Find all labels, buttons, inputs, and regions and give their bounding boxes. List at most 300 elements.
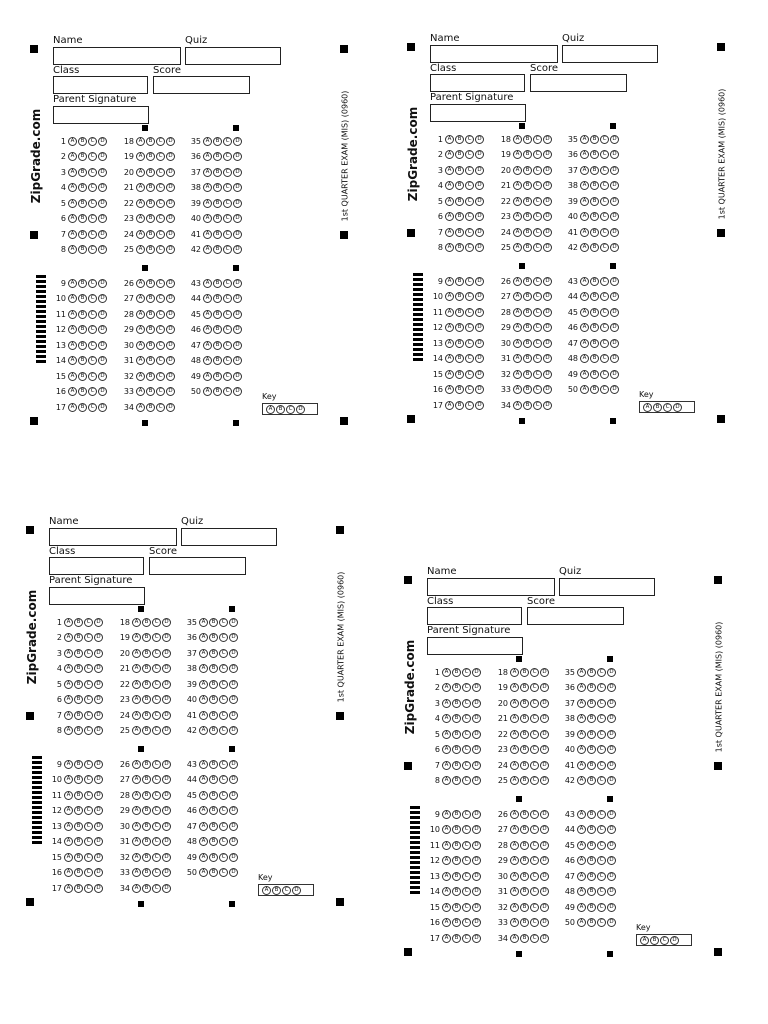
answer-bubble[interactable]: D [229, 822, 238, 831]
answer-bubble[interactable]: D [475, 292, 484, 301]
answer-bubble[interactable]: B [590, 339, 599, 348]
answer-bubble[interactable]: A [445, 370, 454, 379]
answer-bubble[interactable]: A [513, 308, 522, 317]
signature-field[interactable] [430, 104, 526, 122]
answer-bubble[interactable]: C [219, 853, 228, 862]
answer-bubble[interactable]: B [452, 825, 461, 834]
answer-bubble[interactable]: B [587, 841, 596, 850]
answer-bubble[interactable]: D [229, 680, 238, 689]
answer-bubble[interactable]: D [94, 791, 103, 800]
answer-bubble[interactable]: A [513, 370, 522, 379]
answer-bubble[interactable]: B [74, 884, 83, 893]
answer-bubble[interactable]: C [223, 152, 232, 161]
answer-bubble[interactable]: B [520, 825, 529, 834]
answer-bubble[interactable]: C [88, 168, 97, 177]
answer-bubble[interactable]: A [580, 150, 589, 159]
signature-field[interactable] [49, 587, 145, 605]
answer-bubble[interactable]: C [530, 761, 539, 770]
answer-bubble[interactable]: A [203, 214, 212, 223]
answer-bubble[interactable]: D [543, 212, 552, 221]
answer-bubble[interactable]: D [98, 294, 107, 303]
answer-bubble[interactable]: A [203, 372, 212, 381]
answer-bubble[interactable]: C [152, 884, 161, 893]
answer-bubble[interactable]: C [600, 354, 609, 363]
answer-bubble[interactable]: A [510, 745, 519, 754]
answer-bubble[interactable]: C [597, 668, 606, 677]
answer-bubble[interactable]: C [597, 699, 606, 708]
answer-bubble[interactable]: C [219, 837, 228, 846]
answer-bubble[interactable]: C [84, 775, 93, 784]
answer-bubble[interactable]: D [162, 822, 171, 831]
answer-bubble[interactable]: B [520, 776, 529, 785]
answer-bubble[interactable]: B [590, 370, 599, 379]
answer-bubble[interactable]: D [229, 649, 238, 658]
answer-bubble[interactable]: A [64, 775, 73, 784]
answer-bubble[interactable]: C [533, 339, 542, 348]
answer-bubble[interactable]: B [74, 680, 83, 689]
answer-bubble[interactable]: A [445, 197, 454, 206]
answer-bubble[interactable]: A [199, 664, 208, 673]
answer-bubble[interactable]: A [199, 695, 208, 704]
answer-bubble[interactable]: B [590, 354, 599, 363]
answer-bubble[interactable]: D [233, 356, 242, 365]
answer-bubble[interactable]: B [74, 695, 83, 704]
answer-bubble[interactable]: C [223, 199, 232, 208]
answer-bubble[interactable]: C [600, 370, 609, 379]
answer-bubble[interactable]: B [78, 372, 87, 381]
answer-bubble[interactable]: C [600, 292, 609, 301]
answer-bubble[interactable]: C [597, 918, 606, 927]
answer-bubble[interactable]: A [513, 135, 522, 144]
answer-bubble[interactable]: D [98, 356, 107, 365]
answer-bubble[interactable]: D [472, 761, 481, 770]
answer-bubble[interactable]: A [580, 308, 589, 317]
answer-bubble[interactable]: B [146, 214, 155, 223]
answer-bubble[interactable]: D [98, 168, 107, 177]
answer-bubble[interactable]: A [132, 822, 141, 831]
answer-bubble[interactable]: B [213, 356, 222, 365]
answer-bubble[interactable]: A [577, 872, 586, 881]
answer-bubble[interactable]: C [462, 683, 471, 692]
answer-bubble[interactable]: B [523, 228, 532, 237]
answer-bubble[interactable]: A [68, 214, 77, 223]
answer-bubble[interactable]: C [219, 775, 228, 784]
answer-bubble[interactable]: A [580, 243, 589, 252]
answer-bubble[interactable]: D [607, 714, 616, 723]
answer-bubble[interactable]: C [152, 680, 161, 689]
answer-bubble[interactable]: D [166, 183, 175, 192]
answer-bubble[interactable]: D [166, 137, 175, 146]
answer-bubble[interactable]: A [580, 370, 589, 379]
answer-bubble[interactable]: A [442, 887, 451, 896]
answer-bubble[interactable]: B [213, 310, 222, 319]
answer-bubble[interactable]: B [142, 868, 151, 877]
answer-bubble[interactable]: A [442, 856, 451, 865]
answer-bubble[interactable]: B [209, 618, 218, 627]
answer-bubble[interactable]: A [442, 934, 451, 943]
answer-bubble[interactable]: B [74, 726, 83, 735]
answer-bubble[interactable]: C [597, 841, 606, 850]
answer-bubble[interactable]: C [84, 649, 93, 658]
answer-bubble[interactable]: C [84, 726, 93, 735]
answer-bubble[interactable]: B [455, 181, 464, 190]
answer-bubble[interactable]: B [520, 918, 529, 927]
answer-bubble[interactable]: D [475, 243, 484, 252]
answer-bubble[interactable]: B [520, 856, 529, 865]
answer-bubble[interactable]: C [530, 856, 539, 865]
answer-bubble[interactable]: D [229, 837, 238, 846]
answer-bubble[interactable]: B [455, 308, 464, 317]
answer-bubble[interactable]: A [442, 714, 451, 723]
answer-bubble[interactable]: C [223, 325, 232, 334]
answer-bubble[interactable]: A [203, 387, 212, 396]
answer-bubble[interactable]: D [540, 745, 549, 754]
answer-bubble[interactable]: C [465, 370, 474, 379]
answer-bubble[interactable]: C [600, 197, 609, 206]
answer-bubble[interactable]: B [209, 806, 218, 815]
answer-bubble[interactable]: B [455, 292, 464, 301]
answer-bubble[interactable]: C [465, 135, 474, 144]
answer-bubble[interactable]: B [455, 354, 464, 363]
quiz-field[interactable] [185, 47, 281, 65]
answer-bubble[interactable]: A [203, 294, 212, 303]
answer-bubble[interactable]: A [136, 245, 145, 254]
answer-bubble[interactable]: A [580, 212, 589, 221]
answer-bubble[interactable]: D [98, 183, 107, 192]
answer-bubble[interactable]: D [233, 279, 242, 288]
answer-bubble[interactable]: D [607, 856, 616, 865]
answer-bubble[interactable]: C [152, 633, 161, 642]
score-field[interactable] [153, 76, 250, 94]
answer-bubble[interactable]: B [455, 243, 464, 252]
answer-bubble[interactable]: D [233, 214, 242, 223]
answer-bubble[interactable]: B [452, 872, 461, 881]
answer-bubble[interactable]: C [462, 825, 471, 834]
answer-bubble[interactable]: A [577, 714, 586, 723]
answer-bubble[interactable]: C [530, 699, 539, 708]
answer-bubble[interactable]: B [146, 230, 155, 239]
answer-bubble[interactable]: D [166, 325, 175, 334]
answer-bubble[interactable]: D [166, 387, 175, 396]
answer-bubble[interactable]: A [199, 649, 208, 658]
answer-bubble[interactable]: A [132, 618, 141, 627]
answer-bubble[interactable]: C [156, 152, 165, 161]
answer-bubble[interactable]: C [465, 385, 474, 394]
answer-bubble[interactable]: B [590, 292, 599, 301]
answer-bubble[interactable]: D [540, 683, 549, 692]
answer-bubble[interactable]: D [229, 853, 238, 862]
answer-bubble[interactable]: D [543, 339, 552, 348]
answer-bubble[interactable]: A [203, 230, 212, 239]
answer-bubble[interactable]: C [88, 245, 97, 254]
answer-bubble[interactable]: B [74, 775, 83, 784]
answer-bubble[interactable]: D [543, 243, 552, 252]
answer-bubble[interactable]: C [223, 356, 232, 365]
answer-bubble[interactable]: A [132, 695, 141, 704]
answer-bubble[interactable]: D [610, 385, 619, 394]
answer-bubble[interactable]: B [523, 370, 532, 379]
answer-bubble[interactable]: B [455, 385, 464, 394]
answer-bubble[interactable]: D [94, 695, 103, 704]
answer-bubble[interactable]: C [530, 810, 539, 819]
answer-bubble[interactable]: D [540, 856, 549, 865]
answer-bubble[interactable]: B [452, 699, 461, 708]
answer-bubble[interactable]: A [68, 387, 77, 396]
answer-bubble[interactable]: A [203, 279, 212, 288]
answer-bubble[interactable]: D [472, 934, 481, 943]
answer-bubble[interactable]: A [580, 292, 589, 301]
answer-bubble[interactable]: A [68, 325, 77, 334]
answer-bubble[interactable]: A [64, 726, 73, 735]
answer-bubble[interactable]: C [465, 243, 474, 252]
answer-bubble[interactable]: A [136, 199, 145, 208]
answer-bubble[interactable]: A [64, 868, 73, 877]
answer-bubble[interactable]: B [209, 791, 218, 800]
answer-bubble[interactable]: C [223, 230, 232, 239]
answer-bubble[interactable]: A [68, 199, 77, 208]
answer-bubble[interactable]: A [132, 760, 141, 769]
answer-bubble[interactable]: A [199, 760, 208, 769]
answer-bubble[interactable]: D [540, 730, 549, 739]
answer-bubble[interactable]: A [442, 825, 451, 834]
answer-bubble[interactable]: D [94, 884, 103, 893]
answer-bubble[interactable]: C [152, 791, 161, 800]
answer-bubble[interactable]: D [543, 354, 552, 363]
answer-bubble[interactable]: D [162, 633, 171, 642]
answer-bubble[interactable]: A [442, 903, 451, 912]
answer-bubble[interactable]: C [462, 714, 471, 723]
answer-bubble[interactable]: C [465, 166, 474, 175]
answer-bubble[interactable]: A [64, 618, 73, 627]
answer-bubble[interactable]: D [166, 341, 175, 350]
answer-bubble[interactable]: C [600, 308, 609, 317]
answer-bubble[interactable]: C [219, 618, 228, 627]
answer-bubble[interactable]: A [442, 683, 451, 692]
answer-bubble[interactable]: B [523, 277, 532, 286]
answer-bubble[interactable]: C [219, 633, 228, 642]
answer-bubble[interactable]: B [78, 137, 87, 146]
answer-bubble[interactable]: D [94, 711, 103, 720]
answer-bubble[interactable]: A [68, 294, 77, 303]
answer-bubble[interactable]: C [156, 183, 165, 192]
answer-bubble[interactable]: D [610, 354, 619, 363]
answer-bubble[interactable]: D [94, 868, 103, 877]
quiz-field[interactable] [559, 578, 655, 596]
answer-bubble[interactable]: C [88, 310, 97, 319]
answer-bubble[interactable]: B [146, 356, 155, 365]
answer-bubble[interactable]: B [213, 387, 222, 396]
answer-bubble[interactable]: A [510, 903, 519, 912]
answer-bubble[interactable]: B [146, 372, 155, 381]
answer-bubble[interactable]: D [610, 181, 619, 190]
answer-bubble[interactable]: A [203, 356, 212, 365]
answer-bubble[interactable]: D [543, 166, 552, 175]
answer-bubble[interactable]: C [152, 853, 161, 862]
answer-bubble[interactable]: C [152, 649, 161, 658]
answer-bubble[interactable]: D [543, 197, 552, 206]
answer-bubble[interactable]: B [146, 279, 155, 288]
answer-bubble[interactable]: B [523, 292, 532, 301]
answer-bubble[interactable]: D [233, 168, 242, 177]
answer-bubble[interactable]: C [597, 872, 606, 881]
answer-bubble[interactable]: B [146, 152, 155, 161]
answer-bubble[interactable]: A [136, 372, 145, 381]
answer-bubble[interactable]: B [520, 745, 529, 754]
answer-bubble[interactable]: C [462, 810, 471, 819]
answer-bubble[interactable]: B [452, 903, 461, 912]
answer-bubble[interactable]: D [233, 199, 242, 208]
answer-bubble[interactable]: B [209, 664, 218, 673]
answer-bubble[interactable]: A [199, 806, 208, 815]
answer-bubble[interactable]: B [146, 137, 155, 146]
answer-bubble[interactable]: A [445, 277, 454, 286]
answer-bubble[interactable]: C [597, 903, 606, 912]
answer-bubble[interactable]: C [88, 387, 97, 396]
answer-bubble[interactable]: B [142, 633, 151, 642]
answer-bubble[interactable]: A [445, 385, 454, 394]
answer-bubble[interactable]: B [74, 649, 83, 658]
answer-bubble[interactable]: D [166, 372, 175, 381]
answer-bubble[interactable]: C [597, 761, 606, 770]
answer-bubble[interactable]: C [530, 841, 539, 850]
answer-bubble[interactable]: B [590, 228, 599, 237]
answer-bubble[interactable]: A [199, 837, 208, 846]
answer-bubble[interactable]: B [523, 354, 532, 363]
answer-bubble[interactable]: A [203, 310, 212, 319]
answer-bubble[interactable]: B [455, 212, 464, 221]
answer-bubble[interactable]: C [530, 683, 539, 692]
answer-bubble[interactable]: D [475, 228, 484, 237]
answer-bubble[interactable]: C [600, 243, 609, 252]
answer-bubble[interactable]: B [78, 403, 87, 412]
answer-bubble[interactable]: D [233, 152, 242, 161]
answer-bubble[interactable]: D [166, 230, 175, 239]
answer-bubble[interactable]: B [587, 856, 596, 865]
answer-bubble[interactable]: A [442, 761, 451, 770]
answer-bubble[interactable]: D [607, 699, 616, 708]
answer-bubble[interactable]: A [68, 152, 77, 161]
answer-bubble[interactable]: D [475, 197, 484, 206]
answer-bubble[interactable]: B [523, 243, 532, 252]
answer-bubble[interactable]: A [580, 228, 589, 237]
answer-bubble[interactable]: A [68, 372, 77, 381]
answer-bubble[interactable]: C [465, 308, 474, 317]
answer-bubble[interactable]: D [543, 308, 552, 317]
answer-bubble[interactable]: D [475, 181, 484, 190]
answer-bubble[interactable]: D [540, 810, 549, 819]
answer-bubble[interactable]: D [610, 135, 619, 144]
answer-bubble[interactable]: C [597, 810, 606, 819]
answer-bubble[interactable]: D [166, 310, 175, 319]
answer-bubble[interactable]: A [203, 325, 212, 334]
answer-bubble[interactable]: C [533, 228, 542, 237]
answer-bubble[interactable]: D [162, 649, 171, 658]
answer-bubble[interactable]: A [510, 934, 519, 943]
answer-bubble[interactable]: C [533, 197, 542, 206]
answer-bubble[interactable]: D [543, 370, 552, 379]
answer-bubble[interactable]: B [213, 341, 222, 350]
answer-bubble[interactable]: D [472, 668, 481, 677]
answer-bubble[interactable]: D [540, 903, 549, 912]
answer-bubble[interactable]: D [162, 726, 171, 735]
answer-bubble[interactable]: D [98, 403, 107, 412]
answer-bubble[interactable]: C [533, 323, 542, 332]
answer-bubble[interactable]: D [229, 868, 238, 877]
answer-bubble[interactable]: B [590, 166, 599, 175]
answer-bubble[interactable]: A [510, 918, 519, 927]
answer-bubble[interactable]: A [510, 683, 519, 692]
answer-bubble[interactable]: B [520, 810, 529, 819]
answer-bubble[interactable]: D [607, 887, 616, 896]
key-box[interactable] [262, 403, 318, 415]
answer-bubble[interactable]: B [74, 868, 83, 877]
answer-bubble[interactable]: B [78, 183, 87, 192]
answer-bubble[interactable]: A [580, 197, 589, 206]
answer-bubble[interactable]: D [94, 649, 103, 658]
answer-bubble[interactable]: B [590, 243, 599, 252]
answer-bubble[interactable]: B [213, 183, 222, 192]
answer-bubble[interactable]: C [84, 711, 93, 720]
answer-bubble[interactable]: B [520, 841, 529, 850]
answer-bubble[interactable]: A [577, 745, 586, 754]
answer-bubble[interactable]: B [146, 310, 155, 319]
answer-bubble[interactable]: A [199, 618, 208, 627]
answer-bubble[interactable]: C [530, 825, 539, 834]
answer-bubble[interactable]: D [98, 199, 107, 208]
answer-bubble[interactable]: A [513, 401, 522, 410]
answer-bubble[interactable]: C [530, 918, 539, 927]
answer-bubble[interactable]: A [577, 730, 586, 739]
answer-bubble[interactable]: B [455, 323, 464, 332]
answer-bubble[interactable]: D [94, 822, 103, 831]
class-field[interactable] [49, 557, 144, 575]
answer-bubble[interactable]: C [597, 730, 606, 739]
answer-bubble[interactable]: C [219, 868, 228, 877]
answer-bubble[interactable]: D [475, 135, 484, 144]
answer-bubble[interactable]: B [520, 761, 529, 770]
answer-bubble[interactable]: C [152, 822, 161, 831]
answer-bubble[interactable]: B [213, 152, 222, 161]
answer-bubble[interactable]: C [223, 341, 232, 350]
answer-bubble[interactable]: C [84, 884, 93, 893]
answer-bubble[interactable]: A [442, 730, 451, 739]
answer-bubble[interactable]: C [84, 618, 93, 627]
answer-bubble[interactable]: A [442, 668, 451, 677]
answer-bubble[interactable]: D [472, 872, 481, 881]
answer-bubble[interactable]: C [597, 776, 606, 785]
answer-bubble[interactable]: A [577, 887, 586, 896]
answer-bubble[interactable]: C [462, 903, 471, 912]
answer-bubble[interactable]: B [74, 822, 83, 831]
name-field[interactable] [53, 47, 181, 65]
answer-bubble[interactable]: C [465, 354, 474, 363]
answer-bubble[interactable]: D [475, 212, 484, 221]
answer-bubble[interactable]: D [610, 150, 619, 159]
answer-bubble[interactable]: B [78, 341, 87, 350]
answer-bubble[interactable]: B [146, 325, 155, 334]
answer-bubble[interactable]: C [597, 683, 606, 692]
answer-bubble[interactable]: A [580, 339, 589, 348]
answer-bubble[interactable]: C [84, 695, 93, 704]
answer-bubble[interactable]: A [136, 279, 145, 288]
answer-bubble[interactable]: D [98, 372, 107, 381]
answer-bubble[interactable]: D [472, 887, 481, 896]
answer-bubble[interactable]: C [84, 680, 93, 689]
answer-bubble[interactable]: C [462, 699, 471, 708]
answer-bubble[interactable]: C [600, 166, 609, 175]
answer-bubble[interactable]: B [587, 776, 596, 785]
answer-bubble[interactable]: D [162, 695, 171, 704]
